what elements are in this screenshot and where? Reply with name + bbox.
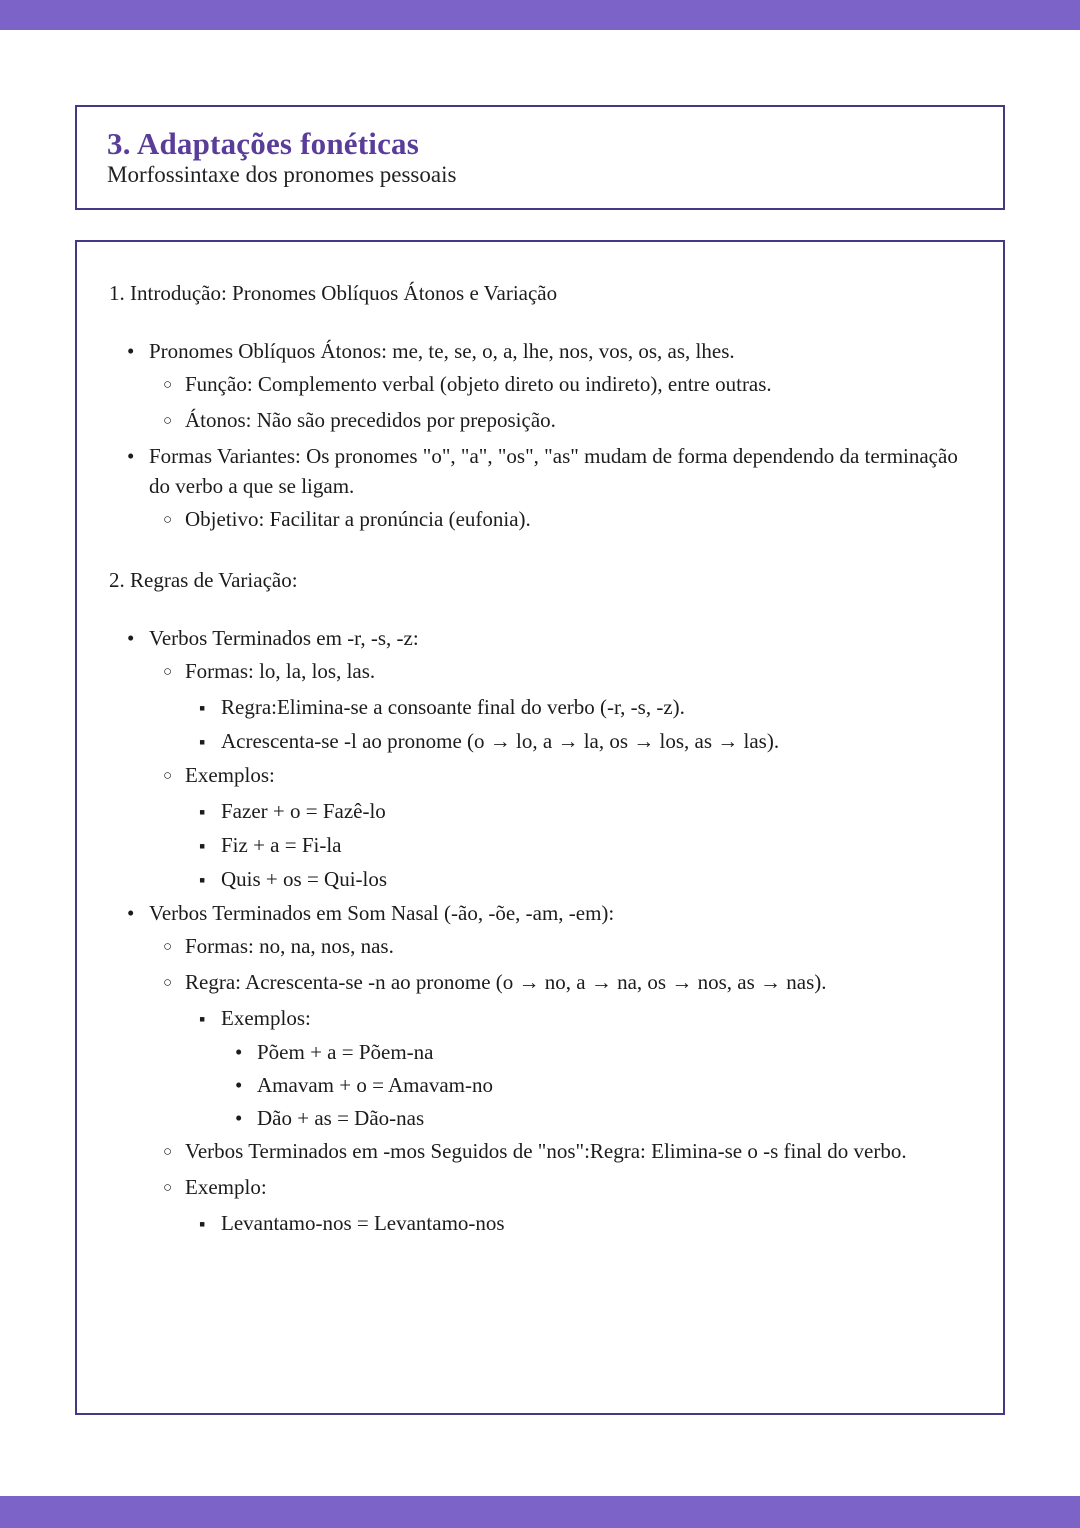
list-item [163, 405, 969, 438]
list-item-text: Verbos Terminados em Som Nasal (-ão, -õe, -am, -em): [149, 901, 615, 925]
list-item-text: Quis + os = Qui-los [221, 867, 388, 891]
square-bullet-icon [199, 692, 221, 723]
list-item [163, 656, 969, 689]
circle-bullet-icon [163, 369, 185, 402]
title-box [75, 105, 1005, 210]
list-item [235, 1070, 969, 1100]
list-item [127, 441, 969, 501]
list-item [199, 830, 969, 861]
list-item-text: Exemplo: [185, 1175, 267, 1199]
list-item [163, 369, 969, 402]
page-title: 3. Adaptações fonéticas [107, 126, 419, 161]
bottom-accent-bar [0, 1496, 1080, 1528]
list-item-text: Levantamo-nos = Levantamo-nos [221, 1211, 505, 1235]
list-item [127, 623, 969, 653]
section-1-heading: 1. Introdução: Pronomes Oblíquos Átonos e Variação [109, 281, 558, 305]
circle-bullet-icon [163, 931, 185, 964]
list-item-text: Formas: no, na, nos, nas. [185, 934, 394, 958]
list-item-text: Formas Variantes: Os pronomes "o", "a", "os", "as" mudam de forma dependendo da terminação do verbo a que se ligam. [149, 444, 958, 498]
list-item [163, 1172, 969, 1205]
list-item [163, 967, 969, 1000]
list-item-text: Verbos Terminados em -mos Seguidos de "nos":Regra: Elimina-se o -s final do verbo. [185, 1139, 907, 1163]
square-bullet-icon [199, 1208, 221, 1239]
list-item-text: Exemplos: [185, 763, 275, 787]
list-item-text: Pronomes Oblíquos Átonos: me, te, se, o, a, lhe, nos, vos, os, as, lhes. [149, 339, 735, 363]
list-item [199, 1003, 969, 1034]
list-item-text: Acrescenta-se -l ao pronome (o → lo, a → la, os → los, as → las). [221, 729, 780, 753]
page-subtitle: Morfossintaxe dos pronomes pessoais [107, 162, 457, 187]
list-item [199, 1208, 969, 1239]
circle-bullet-icon [163, 967, 185, 1000]
list-item-text: Função: Complemento verbal (objeto direto ou indireto), entre outras. [185, 372, 772, 396]
list-item-text: Dão + as = Dão-nas [257, 1106, 425, 1130]
circle-bullet-icon [163, 504, 185, 537]
list-item-text: Regra:Elimina-se a consoante final do verbo (-r, -s, -z). [221, 695, 685, 719]
square-bullet-icon [199, 796, 221, 827]
list-item-text: Regra: Acrescenta-se -n ao pronome (o → no, a → na, os → nos, as → nas). [185, 970, 827, 994]
circle-bullet-icon [163, 1136, 185, 1169]
list-item [163, 1136, 969, 1169]
list-item [199, 864, 969, 895]
section-2-heading: 2. Regras de Variação: [109, 568, 298, 592]
square-bullet-icon [199, 726, 221, 757]
list-item [199, 692, 969, 723]
list-item-text: Põem + a = Põem-na [257, 1040, 434, 1064]
list-item-text: Formas: lo, la, los, las. [185, 659, 376, 683]
circle-bullet-icon [163, 760, 185, 793]
list-item-text: Amavam + o = Amavam-no [257, 1073, 493, 1097]
square-bullet-icon [199, 864, 221, 895]
list-item-text: Verbos Terminados em -r, -s, -z: [149, 626, 419, 650]
square-bullet-icon [199, 1003, 221, 1034]
list-item-text: Objetivo: Facilitar a pronúncia (eufonia). [185, 507, 531, 531]
content-box [75, 240, 1005, 1415]
list-item-text: Átonos: Não são precedidos por preposição. [185, 408, 556, 432]
list-item [127, 336, 969, 366]
circle-bullet-icon [163, 405, 185, 438]
list-item [163, 931, 969, 964]
bullet-icon [127, 441, 149, 501]
circle-bullet-icon [163, 1172, 185, 1205]
list-item [163, 504, 969, 537]
circle-bullet-icon [163, 656, 185, 689]
top-accent-bar [0, 0, 1080, 30]
list-item-text: Exemplos: [221, 1006, 311, 1030]
bullet-icon [235, 1103, 257, 1133]
list-item [199, 796, 969, 827]
list-item [199, 726, 969, 757]
list-item [163, 760, 969, 793]
list-item [235, 1037, 969, 1067]
bullet-icon [127, 623, 149, 653]
square-bullet-icon [199, 830, 221, 861]
list-item-text: Fiz + a = Fi-la [221, 833, 342, 857]
bullet-icon [127, 336, 149, 366]
list-item-text: Fazer + o = Fazê-lo [221, 799, 386, 823]
bullet-icon [235, 1070, 257, 1100]
bullet-icon [127, 898, 149, 928]
list-item [127, 898, 969, 928]
bullet-icon [235, 1037, 257, 1067]
list-item [235, 1103, 969, 1133]
